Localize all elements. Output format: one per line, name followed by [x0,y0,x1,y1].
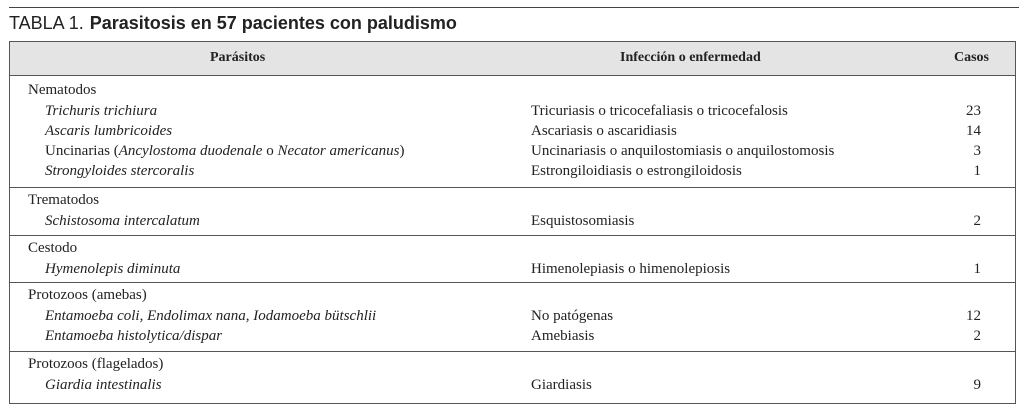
table-row [10,326,1015,346]
group-protozoos-amebas [10,282,1015,352]
infection-name: Tricuriasis o tricocefaliasis o tricocefalosis [531,103,788,119]
group-name: Protozoos (flagelados) [28,356,164,372]
parasite-name: Schistosoma intercalatum [45,213,200,229]
case-count: 9 [973,377,981,393]
case-count: 14 [966,123,981,139]
infection-name: Amebiasis [531,328,595,344]
group-title-row [10,285,1015,305]
header-casos: Casos [954,50,990,65]
table-row [10,306,1015,326]
infection-name: Uncinariasis o anquilostomiasis o anquilostomosis [531,143,835,159]
case-count: 2 [973,328,981,344]
parasite-name: Ascaris lumbricoides [45,123,173,139]
group-title-row [10,80,1015,100]
group-title-row [10,190,1015,210]
infection-name: Giardiasis [531,377,592,393]
parasite-name-prefix: Uncinarias ( [45,143,119,159]
table-row [10,375,1015,395]
parasite-name-necator: Necator americanus [277,143,400,159]
infection-name: No patógenas [531,308,614,324]
parasite-name: Giardia intestinalis [45,377,162,393]
table-title: Parasitosis en 57 pacientes con paludismo [89,13,457,33]
group-title-row [10,354,1015,374]
group-name: Trematodos [28,192,100,208]
top-rule [9,7,1019,8]
parasite-name: Trichuris trichiura [45,103,158,119]
table-row [10,121,1015,141]
group-name: Cestodo [28,240,78,256]
parasite-name: Entamoeba coli, Endolimax nana, Iodamoeba bütschlii [45,308,377,324]
case-count: 12 [966,308,981,324]
table-row [10,101,1015,121]
case-count: 1 [973,261,981,277]
table-row [10,141,1015,161]
parasite-name: Hymenolepis diminuta [45,261,181,277]
group-name: Nematodos [28,82,97,98]
group-protozoos-flagelados [10,351,1015,404]
parasite-name-suffix: ) [399,143,405,159]
case-count: 23 [966,103,981,119]
infection-name: Estrongiloidiasis o estrongiloidosis [531,163,742,179]
group-nematodos [10,75,1015,187]
case-count: 1 [973,163,981,179]
header-parasitos: Parásitos [210,50,266,65]
parasite-name: Entamoeba histolytica/dispar [45,328,223,344]
parasite-name: Strongyloides stercoralis [45,163,195,179]
group-name: Protozoos (amebas) [28,287,147,303]
table-row [10,211,1015,231]
parasite-name-connector: o [262,143,278,159]
header-infeccion: Infección o enfermedad [620,50,761,65]
table-row [10,259,1015,279]
infection-name: Ascariasis o ascaridiasis [531,123,677,139]
table-header [10,42,1015,76]
parasite-name [45,141,405,161]
group-title-row [10,238,1015,258]
parasitosis-table [9,41,1016,404]
case-count: 3 [973,143,981,159]
infection-name: Himenolepiasis o himenolepiosis [531,261,731,277]
case-count: 2 [973,213,981,229]
table-caption [9,11,457,35]
table-row [10,161,1015,181]
group-cestodo [10,235,1015,283]
group-trematodos [10,187,1015,236]
table-label: TABLA 1. [9,13,84,33]
parasite-name-ancylostoma: Ancylostoma duodenale [118,143,263,159]
infection-name: Esquistosomiasis [531,213,635,229]
